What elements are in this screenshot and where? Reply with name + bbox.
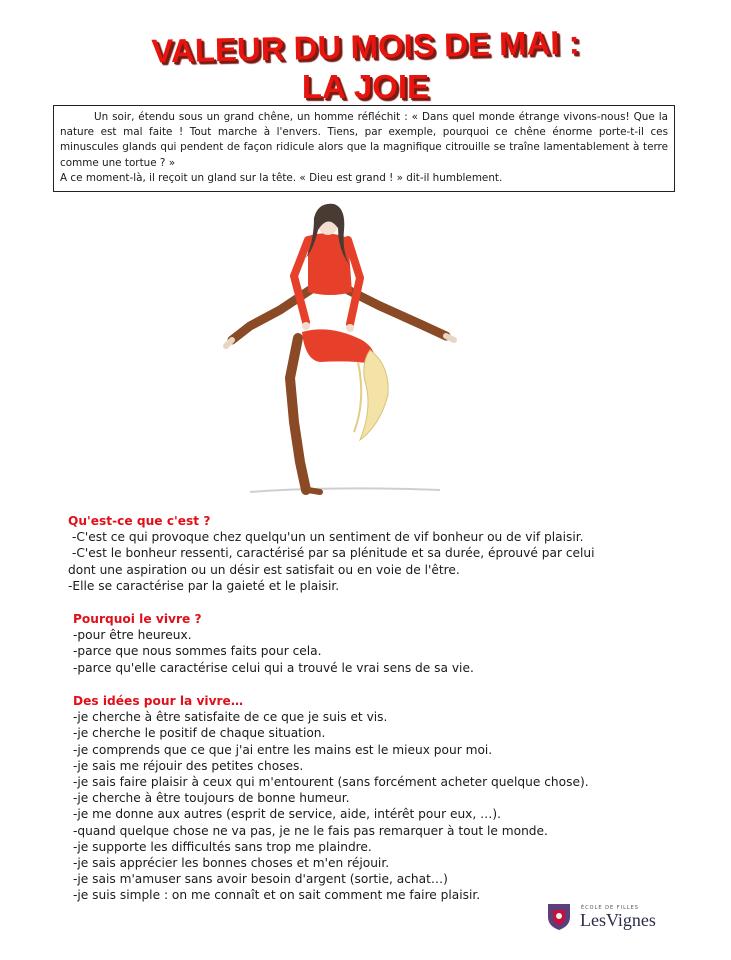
section-ideas-line: -je supporte les difficultés sans trop me plaindre. — [73, 839, 372, 854]
section-why-line: -pour être heureux. — [73, 628, 192, 643]
title-line-2: LA JOIE — [301, 68, 430, 105]
section-what-line: -Elle se caractérise par la gaieté et le plaisir. — [68, 578, 340, 593]
leapfrog-illustration — [210, 200, 470, 500]
section-what-heading: Qu'est-ce que c'est ? — [68, 514, 211, 528]
title-line-1: VALEUR DU MOIS DE MAI : — [150, 23, 581, 70]
school-crest-icon — [545, 901, 573, 931]
section-why — [73, 611, 673, 676]
section-what-line: dont une aspiration ou un désir est satisfait ou en voie de l'être. — [68, 562, 460, 577]
section-ideas-heading: Des idées pour la vivre… — [73, 694, 244, 708]
section-ideas-line: -je sais faire plaisir à ceux qui m'entourent (sans forcément acheter quelque chose). — [73, 775, 589, 790]
school-logo — [545, 901, 675, 935]
logo-subtitle: ÉCOLE DE FILLES — [581, 905, 639, 911]
section-ideas-line: -je me donne aux autres (esprit de service, aide, intérêt pour eux, …). — [73, 807, 501, 822]
section-ideas-line: -je cherche à être toujours de bonne humeur. — [73, 791, 350, 806]
section-what — [68, 513, 668, 594]
story-paragraph-2: A ce moment-là, il reçoit un gland sur la tête. « Dieu est grand ! » dit-il humblement. — [60, 171, 503, 184]
logo-name: LesVignes — [580, 910, 656, 930]
section-ideas-line: -je cherche à être satisfaite de ce que je suis et vis. — [73, 710, 388, 725]
section-what-line: -C'est ce qui provoque chez quelqu'un un sentiment de vif bonheur ou de vif plaisir. — [72, 530, 584, 545]
section-ideas-line: -quand quelque chose ne va pas, je ne le fais pas remarquer à tout le monde. — [73, 823, 548, 838]
section-why-line: -parce qu'elle caractérise celui qui a trouvé le vrai sens de sa vie. — [73, 660, 474, 675]
story-box — [53, 105, 675, 192]
section-why-heading: Pourquoi le vivre ? — [73, 612, 202, 626]
section-ideas — [73, 693, 673, 904]
section-ideas-line: -je suis simple : on me connaît et on sait comment me faire plaisir. — [73, 888, 481, 903]
section-ideas-line: -je cherche le positif de chaque situation. — [73, 726, 326, 741]
section-ideas-line: -je comprends que ce que j'ai entre les mains est le mieux pour moi. — [73, 742, 493, 757]
section-what-line: -C'est le bonheur ressenti, caractérisé par sa plénitude et sa durée, éprouvé par celui — [72, 546, 595, 561]
section-ideas-line: -je sais apprécier les bonnes choses et m'en réjouir. — [73, 856, 390, 871]
section-why-line: -parce que nous sommes faits pour cela. — [73, 644, 322, 659]
section-ideas-line: -je sais m'amuser sans avoir besoin d'argent (sortie, achat…) — [73, 872, 448, 887]
story-paragraph-1: Un soir, étendu sous un grand chêne, un homme réfléchit : « Dans quel monde étrange vivons-nous! Que la nature est mal faite ! Tout marche à l'envers. Tiens, par exemple, pourquoi ce chêne énorme porte-t-il ces minuscules glands qui pendent de façon ridicule alors que la magnifique citrouille se traîne lamentablement à terre comme une tortue ? » — [60, 111, 668, 169]
section-ideas-line: -je sais me réjouir des petites choses. — [73, 758, 304, 773]
